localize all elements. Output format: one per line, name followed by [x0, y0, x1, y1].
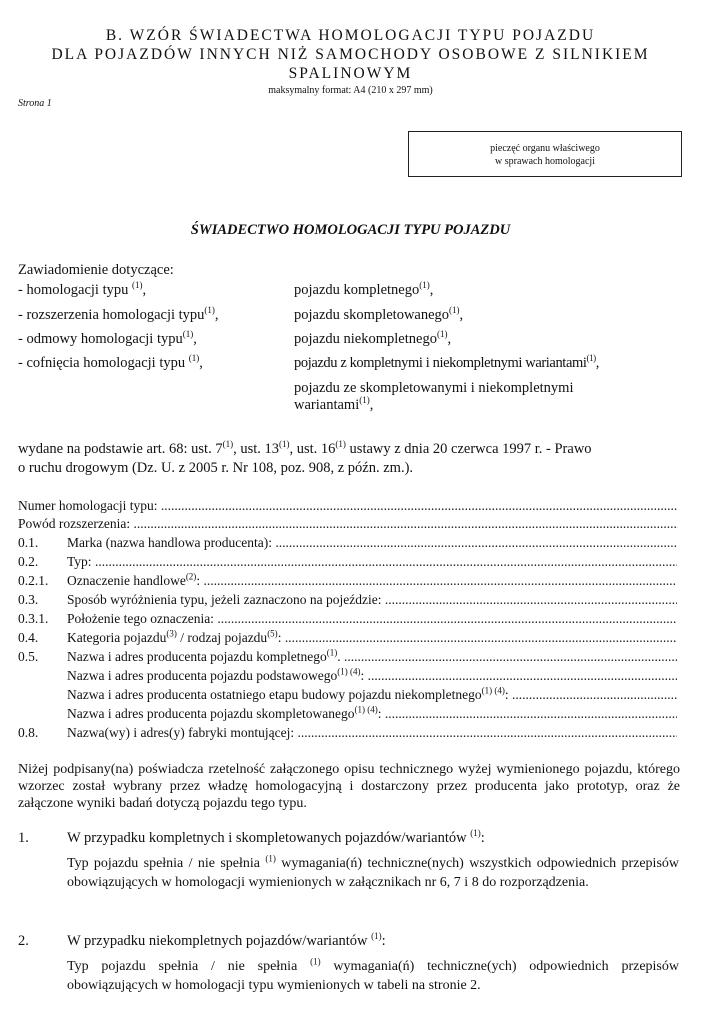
field-0-2-1: 0.2.1. Oznaczenie handlowe$^{(2)}$: .....	[0, 573, 680, 589]
field-0-4: 0.4. Kategoria pojazdu$^{(3)}$ / rodzaj pojazdu$^{(5)}$: .....	[0, 630, 680, 646]
notice-right-5: pojazdu ze skompletowanymi i niekompletnymi	[294, 380, 574, 396]
field-0-5-completed: Nazwa i adres producenta pojazdu skompletowanego$^{(1) (4)}$: .....	[0, 706, 680, 722]
declaration-paragraph: Niżej podpisany(na) poświadcza rzetelność załączonego opisu technicznego wyżej wymienionego pojazdu, którego wzorzec został wybrany przez władzę homologacyjną i dostarczony przez producenta jako prototyp, oraz że załączone wyniki badań dotyczą pojazdu tego typu.	[18, 762, 680, 811]
field-0-3: 0.3. Sposób wyróżnienia typu, jeżeli zaznaczono na pojeździe: .....	[0, 592, 680, 608]
notice-left-2: - rozszerzenia homologacji typu$^{(1)}$,	[18, 305, 219, 323]
notice-intro: Zawiadomienie dotyczące:	[18, 262, 174, 278]
format-note: maksymalny format: A4 (210 x 297 mm)	[268, 85, 433, 96]
page-number: Strona 1	[18, 98, 52, 109]
notice-left-3: - odmowy homologacji typu$^{(1)}$,	[18, 329, 197, 347]
notice-right-4: pojazdu z kompletnymi i niekompletnymi wariantami$^{(1)}$,	[294, 353, 600, 371]
section-1-heading: W przypadku kompletnych i skompletowanych pojazdów/wariantów $^{(1)}$:	[67, 828, 485, 846]
stamp-line-2: w sprawach homologacji	[495, 156, 595, 167]
field-0-3-1: 0.3.1. Położenie tego oznaczenia: .....	[0, 611, 680, 627]
stamp-box	[408, 131, 682, 177]
document-title: ŚWIADECTWO HOMOLOGACJI TYPU POJAZDU	[190, 222, 511, 238]
field-0-8: 0.8. Nazwa(wy) i adres(y) fabryki montującej: .....	[0, 725, 680, 741]
notice-right-6: wariantami$^{(1)}$,	[294, 395, 374, 413]
field-0-5-last-stage: Nazwa i adres producenta ostatniego etapu budowy pojazdu niekompletnego$^{(1) (4)}$: .....	[0, 687, 680, 703]
header-line-1: B. WZÓR ŚWIADECTWA HOMOLOGACJI TYPU POJAZDU	[105, 27, 596, 44]
field-0-5-base-vehicle: Nazwa i adres producenta pojazdu podstawowego$^{(1) (4)}$: .....	[0, 668, 680, 684]
notice-right-3: pojazdu niekompletnego$^{(1)}$,	[294, 329, 452, 347]
field-0-2: 0.2. Typ: .....	[0, 554, 680, 570]
legal-basis-line-2: o ruchu drogowym (Dz. U. z 2005 r. Nr 108, poz. 908, z późn. zm.).	[18, 460, 414, 476]
section-1-body: Typ pojazdu spełnia / nie spełnia $^{(1)}$ wymagania(ń) techniczne(nych) wszystkich odpowiednich przepisów obowiązujących w homologacji wymienionych w załącznikach nr 6, 7 i 8 do rozporządzenia.	[67, 853, 679, 890]
stamp-line-1: pieczęć organu właściwego	[490, 143, 600, 154]
field-extension-reason: Powód rozszerzenia: .....	[18, 516, 678, 531]
notice-right-1: pojazdu kompletnego$^{(1)}$,	[294, 280, 434, 298]
field-0-5: 0.5. Nazwa i adres producenta pojazdu kompletnego$^{(1)}$. .....	[0, 649, 680, 665]
notice-left-1: - homologacji typu $^{(1)}$,	[18, 280, 147, 298]
notice-right-2: pojazdu skompletowanego$^{(1)}$,	[294, 305, 464, 323]
notice-left-4: - cofnięcia homologacji typu $^{(1)}$,	[18, 353, 203, 371]
section-2-heading: W przypadku niekompletnych pojazdów/wariantów $^{(1)}$:	[67, 931, 386, 949]
header-line-2: DLA POJAZDÓW INNYCH NIŻ SAMOCHODY OSOBOWE Z SILNIKIEM	[51, 46, 650, 63]
field-0-1: 0.1. Marka (nazwa handlowa producenta): .....	[0, 535, 680, 551]
field-approval-number: Numer homologacji typu: .....	[18, 498, 678, 513]
header-line-3: SPALINOWYM	[288, 65, 413, 82]
section-2-body: Typ pojazdu spełnia / nie spełnia $^{(1)}$ wymagania(ń) techniczne(ych) odpowiednich przepisów obowiązujących w homologacji typu wymienionych w tabeli na stronie 2.	[67, 956, 679, 993]
section-1-number: 1.	[18, 830, 29, 846]
section-2-number: 2.	[18, 933, 29, 949]
legal-basis-line-1: wydane na podstawie art. 68: ust. 7$^{(1)}$, ust. 13$^{(1)}$, ust. 16$^{(1)}$ ustawy z dnia 20 czerwca 1997 r. - Prawo	[18, 439, 592, 457]
